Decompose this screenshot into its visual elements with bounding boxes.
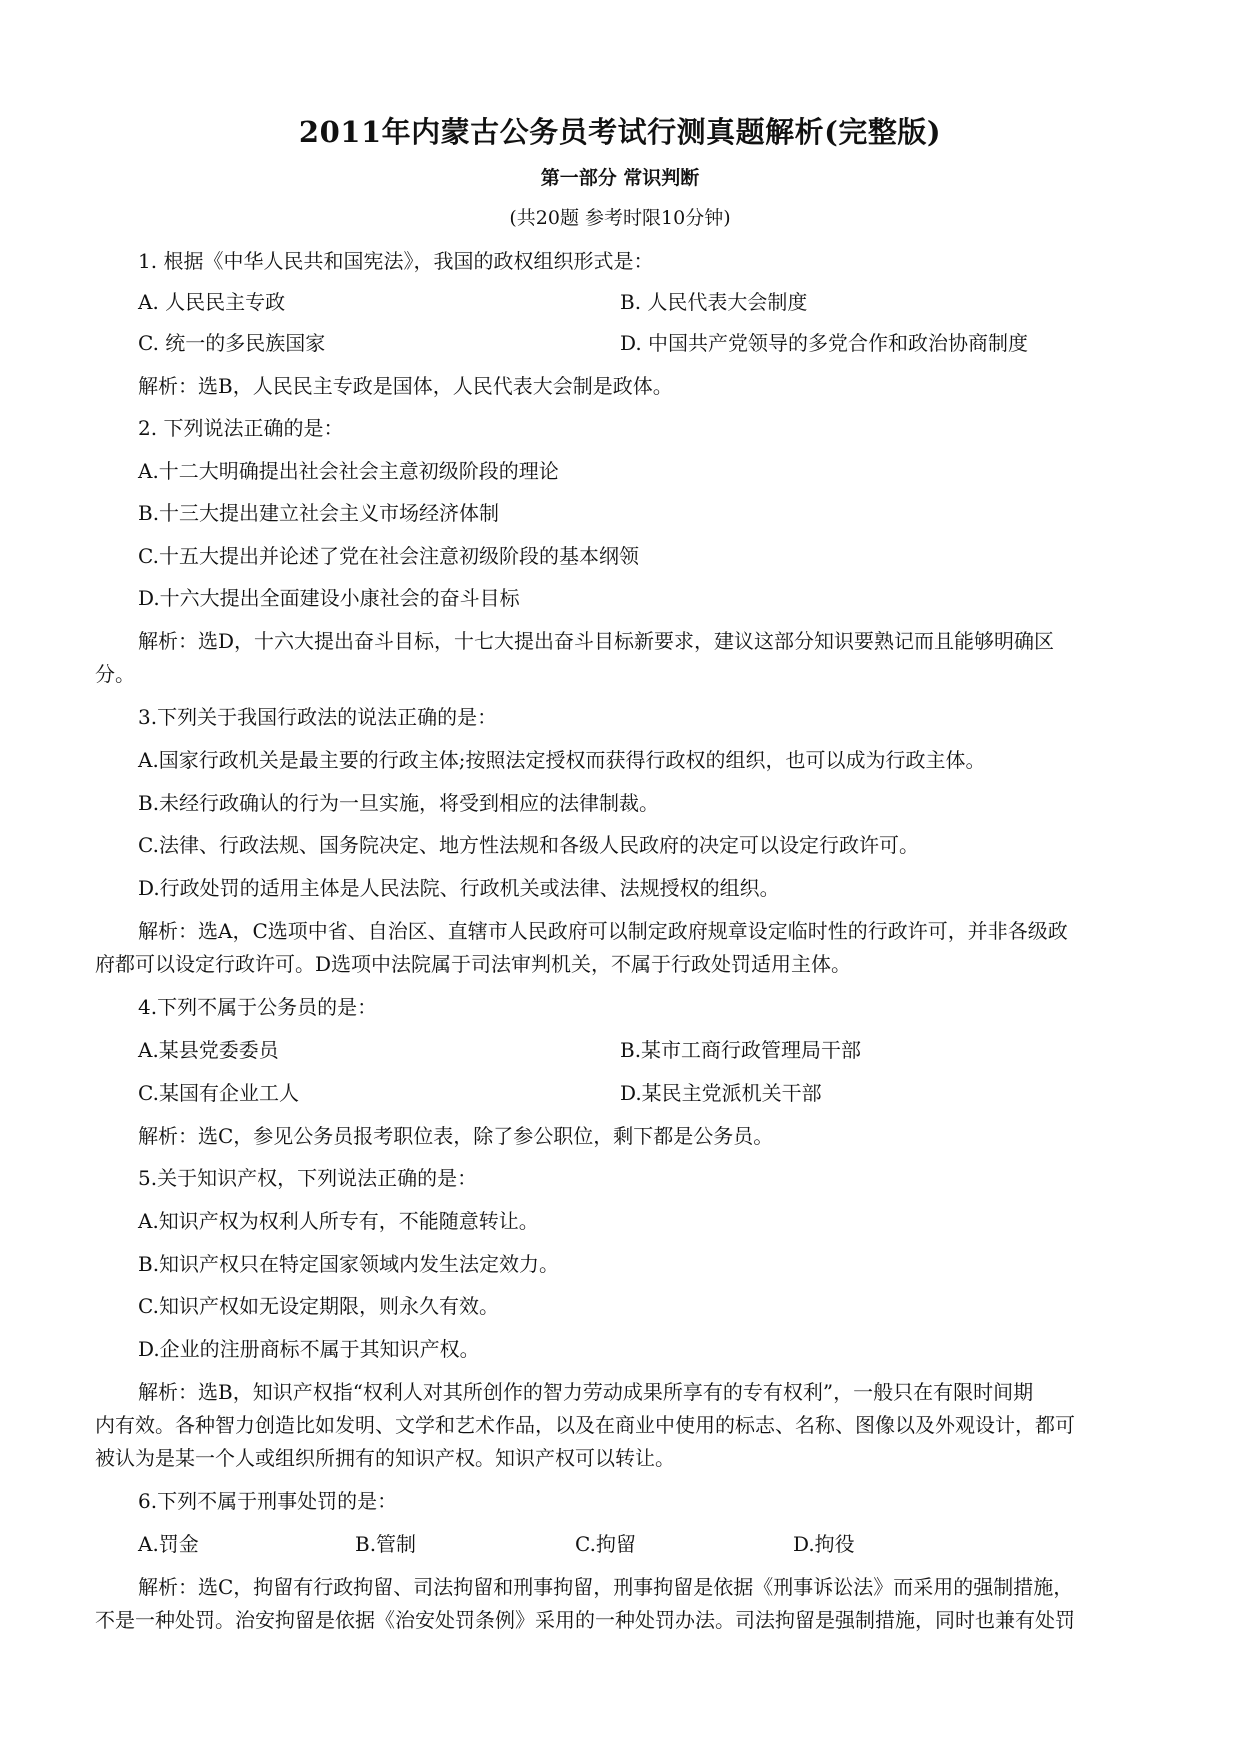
section-heading: 第一部分 常识判断 [540,167,700,189]
q4-option-a: A.某县党委委员 [138,1038,279,1062]
document-title: 2011年内蒙古公务员考试行测真题解析(完整版) [298,115,942,149]
q1-option-b: B. 人民代表大会制度 [620,290,808,314]
q6-option-c: C.拘留 [575,1532,636,1556]
q6-stem: 6.下列不属于刑事处罚的是： [138,1489,398,1513]
q6-analysis-line2: 不是一种处罚。治安拘留是依据《治安处罚条例》采用的一种处罚办法。司法拘留是强制措施，同时也兼有处罚 [95,1608,1075,1632]
q5-option-c: C.知识产权如无设定期限，则永久有效。 [138,1294,499,1318]
q3-stem: 3.下列关于我国行政法的说法正确的是： [138,705,498,729]
q3-option-d: D.行政处罚的适用主体是人民法院、行政机关或法律、法规授权的组织。 [138,876,780,900]
q6-option-d: D.拘役 [793,1532,855,1556]
q3-option-c: C.法律、行政法规、国务院决定、地方性法规和各级人民政府的决定可以设定行政许可。 [138,833,919,857]
q5-analysis-line3: 被认为是某一个人或组织所拥有的知识产权。知识产权可以转让。 [95,1446,675,1470]
q4-option-b: B.某市工商行政管理局干部 [620,1038,862,1062]
q2-option-d: D.十六大提出全面建设小康社会的奋斗目标 [138,586,520,610]
q4-analysis: 解析：选C，参见公务员报考职位表，除了参公职位，剩下都是公务员。 [138,1124,774,1148]
q2-analysis-line2: 分。 [95,662,135,686]
q6-option-a: A.罚金 [138,1532,199,1556]
q2-analysis-line1: 解析：选D，十六大提出奋斗目标，十七大提出奋斗目标新要求，建议这部分知识要熟记而且能够明确区 [138,629,1055,653]
q6-analysis-line1: 解析：选C，拘留有行政拘留、司法拘留和刑事拘留，刑事拘留是依据《刑事诉讼法》而采用的强制措施， [138,1575,1074,1599]
q1-analysis: 解析：选B，人民民主专政是国体，人民代表大会制是政体。 [138,374,673,398]
q5-stem: 5.关于知识产权，下列说法正确的是： [138,1166,478,1190]
q1-stem: 1. 根据《中华人民共和国宪法》，我国的政权组织形式是： [138,249,654,273]
q2-option-a: A.十二大明确提出社会社会主意初级阶段的理论 [138,459,559,483]
q4-option-d: D.某民主党派机关干部 [620,1081,822,1105]
q3-option-a: A.国家行政机关是最主要的行政主体;按照法定授权而获得行政权的组织，也可以成为行政主体。 [138,748,986,772]
q5-option-a: A.知识产权为权利人所专有，不能随意转让。 [138,1209,539,1233]
q3-analysis-line1: 解析：选A，C选项中省、自治区、直辖市人民政府可以制定政府规章设定临时性的行政许可，并非各级政 [138,919,1068,943]
section-note: (共20题 参考时限10分钟) [509,207,731,229]
q4-option-c: C.某国有企业工人 [138,1081,299,1105]
q3-option-b: B.未经行政确认的行为一旦实施，将受到相应的法律制裁。 [138,791,660,815]
q1-option-c: C. 统一的多民族国家 [138,331,326,355]
q2-option-b: B.十三大提出建立社会主义市场经济体制 [138,501,500,525]
q1-option-a: A. 人民民主专政 [138,290,286,314]
q6-option-b: B.管制 [355,1532,417,1556]
q1-option-d: D. 中国共产党领导的多党合作和政治协商制度 [620,331,1029,355]
q2-stem: 2. 下列说法正确的是： [138,416,344,440]
q5-analysis-line2: 内有效。各种智力创造比如发明、文学和艺术作品，以及在商业中使用的标志、名称、图像以及外观设计，都可 [95,1413,1075,1437]
q5-option-b: B.知识产权只在特定国家领域内发生法定效力。 [138,1252,560,1276]
q5-option-d: D.企业的注册商标不属于其知识产权。 [138,1337,480,1361]
q3-analysis-line2: 府都可以设定行政许可。D选项中法院属于司法审判机关，不属于行政处罚适用主体。 [95,952,852,976]
q4-stem: 4.下列不属于公务员的是： [138,995,378,1019]
q5-analysis-line1: 解析：选B，知识产权指“权利人对其所创作的智力劳动成果所享有的专有权利”，一般只在有限时间期 [138,1380,1034,1404]
q2-option-c: C.十五大提出并论述了党在社会注意初级阶段的基本纲领 [138,544,639,568]
